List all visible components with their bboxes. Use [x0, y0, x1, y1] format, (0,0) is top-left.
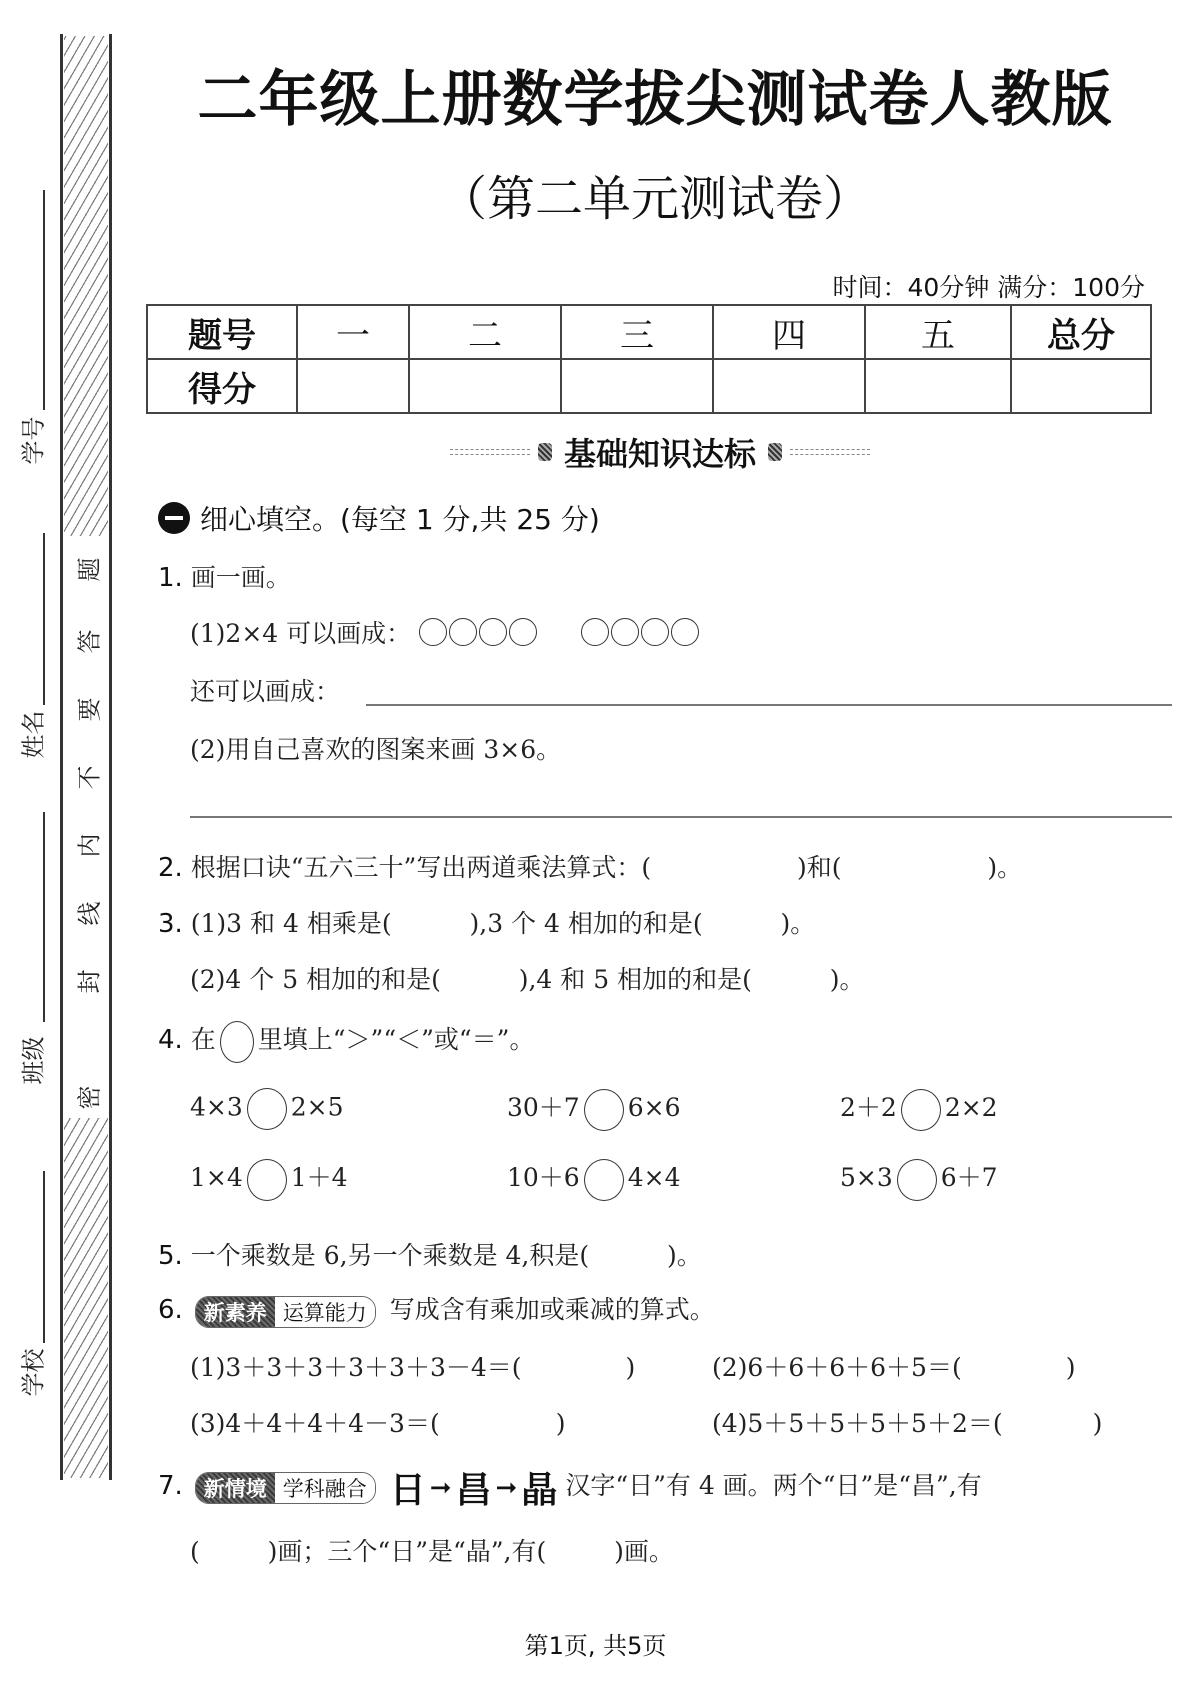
compare-item — [840, 1158, 998, 1201]
class-label: 班级 — [19, 1036, 48, 1085]
hanzi-chang: 昌 — [455, 1470, 492, 1511]
column-header: 三 — [561, 305, 713, 359]
banner-ornament-right-icon — [768, 443, 782, 461]
banner-title: 基础知识达标 — [563, 435, 756, 473]
question-text: 汉字“日”有 4 画。两个“日”是“昌”,有 — [565, 1471, 982, 1500]
compare-left: 1×4 — [190, 1163, 243, 1192]
expression: (1)3＋3＋3＋3＋3＋3－4＝( — [190, 1353, 522, 1382]
column-header: 五 — [865, 305, 1011, 359]
expr-item — [712, 1348, 1075, 1384]
expression: ) — [1092, 1409, 1103, 1438]
exam-meta: 时间：40分钟 满分：100分 — [832, 273, 1145, 302]
question-3-line1 — [158, 904, 815, 940]
question-text: )画。 — [614, 1537, 674, 1566]
question-text: )。 — [829, 965, 865, 994]
seal-char: 不 — [75, 765, 104, 790]
question-7-line2 — [190, 1532, 674, 1568]
part-heading-text: 细心填空。(每空 1 分,共 25 分) — [200, 503, 600, 536]
school-label: 学校 — [19, 1348, 48, 1397]
score-cell[interactable] — [561, 359, 713, 413]
compare-item — [507, 1158, 680, 1201]
question-number: 4. — [158, 1025, 183, 1055]
score-cell[interactable] — [713, 359, 865, 413]
question-text: 里填上“＞”“＜”或“＝”。 — [257, 1025, 535, 1054]
seal-char: 封 — [75, 969, 104, 994]
banner-dash-left — [450, 449, 530, 455]
question-text: (1)3 和 4 相乘是( — [190, 909, 392, 938]
expression: (4)5＋5＋5＋5＋5＋2＝( — [712, 1409, 1003, 1438]
compare-right: 6＋7 — [940, 1163, 998, 1192]
name-line[interactable] — [43, 533, 45, 705]
compare-item — [507, 1088, 680, 1131]
question-5 — [158, 1236, 702, 1272]
compare-right: 1＋4 — [290, 1163, 348, 1192]
arrow-right-icon: ➞ — [429, 1472, 452, 1503]
page-indicator: 第1页, 共5页 — [524, 1632, 667, 1660]
question-text: ( — [190, 1537, 200, 1566]
expression: (2)6＋6＋6＋6＋5＝( — [712, 1353, 962, 1382]
seal-char: 要 — [75, 697, 104, 722]
question-text: )和( — [797, 853, 842, 882]
question-1-also-label: 还可以画成： — [190, 677, 341, 706]
circle-icon — [479, 618, 507, 646]
seal-char: 密 — [75, 1085, 104, 1110]
banner-ornament-left-icon — [538, 443, 552, 461]
compare-oval[interactable] — [897, 1159, 937, 1201]
seal-char: 答 — [75, 629, 104, 654]
page-subtitle: （第二单元测试卷） — [438, 171, 871, 227]
question-6 — [158, 1290, 715, 1328]
badge-light: 运算能力 — [275, 1297, 375, 1327]
score-cell[interactable] — [297, 359, 409, 413]
score-table-score-row — [147, 359, 1151, 413]
column-header: 四 — [713, 305, 865, 359]
question-text: ),3 个 4 相加的和是( — [469, 909, 703, 938]
score-table-header-row — [147, 305, 1151, 359]
student-id-label: 学号 — [19, 416, 48, 465]
question-3-line2 — [190, 960, 865, 996]
question-text: 一个乘数是 6,另一个乘数是 4,积是( — [190, 1241, 590, 1270]
question-text: ),4 和 5 相加的和是( — [518, 965, 752, 994]
compare-oval[interactable] — [901, 1089, 941, 1131]
oval-icon — [220, 1021, 254, 1063]
expr-item — [190, 1348, 635, 1384]
row-label: 题号 — [147, 305, 297, 359]
answer-line[interactable] — [190, 816, 1172, 818]
circle-one-icon — [158, 502, 190, 534]
score-cell[interactable] — [1011, 359, 1151, 413]
score-cell[interactable] — [409, 359, 561, 413]
badge-dark: 新情境 — [196, 1473, 275, 1503]
circle-icon — [611, 618, 639, 646]
circle-group-1 — [419, 619, 539, 648]
score-cell[interactable] — [865, 359, 1011, 413]
question-number: 7. — [158, 1471, 183, 1501]
section-banner — [420, 430, 900, 474]
circle-icon — [581, 618, 609, 646]
compare-item — [840, 1088, 998, 1131]
margin-rail-outer — [60, 34, 63, 1480]
row-label: 得分 — [147, 359, 297, 413]
school-line[interactable] — [43, 1171, 45, 1343]
compare-item — [190, 1158, 348, 1201]
question-text: )。 — [987, 853, 1023, 882]
question-number: 5. — [158, 1241, 183, 1271]
tag-badge — [195, 1296, 376, 1328]
student-id-line[interactable] — [43, 190, 45, 410]
compare-oval[interactable] — [247, 1159, 287, 1201]
circle-icon — [509, 618, 537, 646]
hanzi-jing: 晶 — [521, 1470, 558, 1511]
badge-dark: 新素养 — [196, 1297, 275, 1327]
margin-hatch-top — [64, 36, 108, 536]
seal-char: 线 — [75, 901, 104, 926]
banner-dash-right — [790, 449, 870, 455]
question-number: 6. — [158, 1295, 183, 1325]
expression: ) — [555, 1409, 566, 1438]
question-text: (1)2×4 可以画成： — [190, 619, 412, 648]
question-2 — [158, 848, 1022, 884]
answer-line[interactable] — [366, 704, 1172, 706]
question-number: 1. — [158, 563, 183, 593]
hanzi-ri: 日 — [389, 1470, 426, 1511]
circle-group-2 — [581, 619, 701, 648]
compare-left: 5×3 — [840, 1163, 893, 1192]
expression: ) — [625, 1353, 636, 1382]
question-1-sub1 — [190, 614, 701, 650]
tag-badge — [195, 1472, 376, 1504]
expr-item — [712, 1404, 1102, 1440]
name-label: 姓名 — [19, 710, 48, 759]
compare-left: 4×3 — [190, 1092, 243, 1122]
expr-item — [190, 1404, 565, 1440]
compare-right: 4×4 — [627, 1163, 681, 1192]
seal-char: 题 — [75, 557, 104, 582]
seal-char: 内 — [75, 833, 104, 858]
score-table — [146, 304, 1152, 414]
circle-icon — [671, 618, 699, 646]
question-number: 2. — [158, 853, 183, 883]
expression: (3)4＋4＋4＋4－3＝( — [190, 1409, 440, 1438]
question-7 — [158, 1462, 982, 1513]
compare-oval[interactable] — [584, 1089, 624, 1131]
question-text: 画一画。 — [190, 563, 291, 592]
column-header: 一 — [297, 305, 409, 359]
compare-left: 2＋2 — [840, 1093, 897, 1122]
compare-right: 2×5 — [290, 1092, 344, 1122]
circle-icon — [449, 618, 477, 646]
question-text: )。 — [667, 1241, 702, 1270]
question-text: (2)4 个 5 相加的和是( — [190, 965, 441, 994]
compare-oval[interactable] — [584, 1159, 624, 1201]
compare-right: 2×2 — [944, 1093, 998, 1122]
compare-item — [190, 1088, 344, 1130]
question-1 — [158, 558, 291, 594]
badge-light: 学科融合 — [275, 1473, 375, 1503]
column-header: 总分 — [1011, 305, 1151, 359]
compare-right: 6×6 — [627, 1093, 681, 1122]
compare-oval[interactable] — [247, 1088, 287, 1130]
page-title: 二年级上册数学拔尖测试卷人教版 — [197, 65, 1113, 135]
question-text: 在 — [190, 1025, 216, 1054]
expression: ) — [1065, 1353, 1076, 1382]
question-text: )画；三个“日”是“晶”,有( — [267, 1537, 547, 1566]
question-1-sub2: (2)用自己喜欢的图案来画 3×6。 — [190, 735, 562, 764]
column-header: 二 — [409, 305, 561, 359]
question-text: 写成含有乘加或乘减的算式。 — [389, 1295, 715, 1324]
circle-icon — [419, 618, 447, 646]
question-text: )。 — [780, 909, 816, 938]
question-4 — [158, 1020, 534, 1063]
compare-left: 10＋6 — [507, 1163, 580, 1192]
question-text: 根据口诀“五六三十”写出两道乘法算式：( — [190, 853, 652, 882]
circle-icon — [641, 618, 669, 646]
question-number: 3. — [158, 909, 183, 939]
arrow-right-icon: ➞ — [495, 1472, 518, 1503]
margin-rail-inner — [109, 34, 112, 1480]
binding-margin — [0, 0, 130, 1684]
class-line[interactable] — [43, 812, 45, 1022]
part-heading — [158, 498, 600, 538]
compare-left: 30＋7 — [507, 1093, 580, 1122]
margin-hatch-bottom — [64, 1118, 108, 1478]
